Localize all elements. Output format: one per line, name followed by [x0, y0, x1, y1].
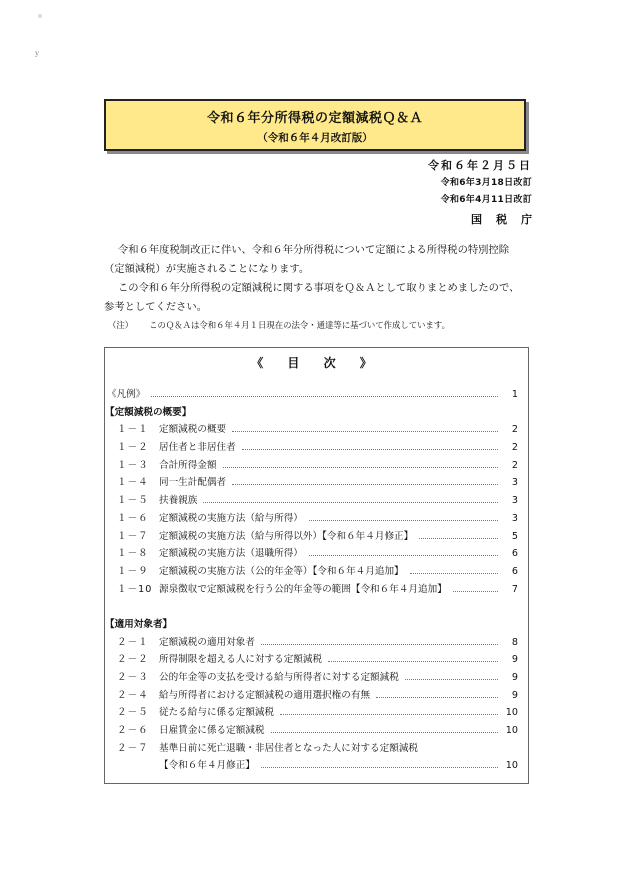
dot-leader	[271, 722, 498, 733]
toc-entry-title: 給与所得者における定額減税の適用選択権の有無	[159, 689, 371, 701]
toc-entry-title: 定額減税の実施方法（退職所得）	[159, 548, 303, 560]
toc-entry-page: 9	[511, 654, 518, 666]
toc-list	[105, 386, 528, 775]
toc-entry-title: 所得制限を超える人に対する定額減税	[159, 654, 323, 666]
toc-entry-page: 2	[511, 424, 518, 436]
document-subtitle: （令和６年４月改訂版）	[257, 132, 373, 144]
dot-leader	[419, 528, 498, 539]
toc-title: 《 目 次 》	[251, 356, 382, 370]
toc-entry-page: 10	[505, 725, 518, 737]
toc-entry-title: 従たる給与に係る定額減税	[159, 707, 275, 719]
toc-entry-page: 6	[511, 565, 518, 577]
dot-leader	[309, 510, 498, 521]
toc-entry[interactable]	[105, 634, 528, 652]
intro-line: この令和６年分所得税の定額減税に関する事項をＱ＆Ａとして取りまとめましたので、	[118, 282, 520, 294]
revision-date: 令和6年4月11日改訂	[440, 195, 532, 205]
toc-entry-title: 《凡例》	[107, 389, 146, 400]
toc-entry[interactable]	[105, 581, 528, 599]
dot-leader	[376, 687, 498, 698]
date-block	[428, 157, 546, 227]
intro-line: 令和６年度税制改正に伴い、令和６年分所得税について定額による所得税の特別控除	[118, 244, 510, 256]
toc-entry-legend[interactable]	[105, 386, 528, 404]
toc-entry-page: 8	[511, 636, 518, 648]
toc-entry-page: 3	[511, 495, 518, 507]
toc-entry-page: 1	[511, 389, 518, 400]
toc-entry[interactable]	[105, 474, 528, 492]
dot-leader	[328, 651, 498, 662]
toc-entry-number: ２－５	[117, 707, 149, 719]
toc-entry-title: 定額減税の概要	[159, 424, 227, 436]
toc-entry-title: 同一生計配偶者	[159, 477, 227, 489]
agency-name: 国税庁	[471, 213, 546, 226]
toc-entry-number: ２－１	[117, 636, 149, 648]
toc-entry-title: 公的年金等の支払を受ける給与所得者に対する定額減税	[159, 672, 399, 683]
issue-date: 令和６年２月５日	[428, 159, 532, 172]
toc-entry-title: 合計所得金額	[159, 459, 217, 471]
dot-leader	[151, 386, 498, 397]
toc-entry-number: ２－６	[117, 725, 149, 737]
scan-artifact: ｙ	[34, 50, 41, 57]
toc-entry-number: １－５	[117, 495, 149, 507]
toc-entry-page: 2	[511, 442, 518, 454]
toc-entry-title-continuation: 【令和６年４月修正】	[159, 760, 255, 772]
toc-entry-title: 扶養親族	[159, 495, 198, 507]
section-gap	[105, 598, 528, 616]
toc-entry[interactable]	[105, 669, 528, 687]
toc-entry[interactable]	[105, 492, 528, 510]
toc-entry[interactable]	[105, 651, 528, 669]
toc-entry-page: 9	[511, 672, 518, 683]
toc-entry-page: 7	[511, 583, 518, 595]
toc-entry-number: １－１	[117, 424, 149, 436]
dot-leader	[242, 439, 498, 450]
toc-entry-page: 10	[505, 707, 518, 719]
toc-section-heading: 【適用対象者】	[105, 618, 173, 630]
toc-entry-continuation[interactable]	[105, 757, 528, 775]
toc-entry-number: １－３	[117, 459, 149, 471]
toc-entry-number: １－９	[117, 565, 149, 577]
note-text: このＱ＆Ａは令和６年４月１日現在の法令・通達等に基づいて作成しています。	[149, 320, 450, 330]
toc-entry-page: 2	[511, 459, 518, 471]
toc-entry-number: １－４	[117, 477, 149, 489]
toc-entry-number: １－10	[117, 583, 153, 595]
toc-entry-number: ２－２	[117, 654, 149, 666]
toc-entry-page: 5	[511, 530, 518, 542]
toc-entry-number: １－７	[117, 530, 149, 542]
intro-line: （定額減税）が実施されることになります。	[104, 263, 310, 275]
toc-entry[interactable]	[105, 510, 528, 528]
toc-entry-page: 3	[511, 512, 518, 524]
document-title: 令和６年分所得税の定額減税Ｑ＆Ａ	[206, 111, 423, 126]
toc-entry[interactable]	[105, 545, 528, 563]
dot-leader	[232, 421, 498, 432]
revision-date: 令和6年3月18日改訂	[440, 178, 532, 188]
dot-leader	[405, 669, 498, 680]
indent-spacer	[105, 757, 159, 775]
toc-entry-page: 10	[505, 760, 518, 772]
toc-entry-title: 日雇賃金に係る定額減税	[159, 725, 265, 737]
toc-entry-number: ２－７	[117, 742, 149, 754]
toc-entry[interactable]	[105, 439, 528, 457]
intro-line: 参考としてください。	[104, 301, 207, 313]
table-of-contents	[104, 347, 529, 784]
note	[108, 318, 538, 332]
toc-entry-title: 居住者と非居住者	[159, 442, 236, 454]
toc-entry-page: 6	[511, 548, 518, 560]
dot-leader	[261, 634, 498, 645]
dot-leader	[232, 474, 498, 485]
toc-entry-number: １－２	[117, 442, 149, 454]
toc-entry-title: 定額減税の実施方法（公的年金等）【令和６年４月追加】	[159, 565, 404, 577]
toc-entry-title: 定額減税の実施方法（給与所得以外）【令和６年４月修正】	[159, 530, 414, 542]
toc-entry-number: １－８	[117, 548, 149, 560]
dot-leader	[261, 757, 498, 768]
dot-leader	[203, 492, 498, 503]
toc-entry[interactable]	[105, 457, 528, 475]
toc-section-heading: 【定額減税の概要】	[105, 406, 192, 418]
toc-entry-title: 源泉徴収で定額減税を行う公的年金等の範囲【令和６年４月追加】	[159, 583, 447, 595]
title-box	[104, 99, 526, 151]
toc-entry-number: ２－４	[117, 689, 149, 701]
toc-entry-title: 基準日前に死亡退職・非居住者となった人に対する定額減税	[159, 742, 419, 754]
toc-entry-number: ２－３	[117, 672, 149, 683]
dot-leader	[223, 457, 498, 468]
scan-artifact	[38, 14, 42, 18]
toc-entry-page: 3	[511, 477, 518, 489]
dot-leader	[280, 704, 498, 715]
toc-entry[interactable]	[105, 704, 528, 722]
toc-entry[interactable]	[105, 563, 528, 581]
dot-leader	[309, 545, 498, 556]
toc-entry[interactable]	[105, 722, 528, 740]
toc-entry-title: 定額減税の実施方法（給与所得）	[159, 512, 303, 524]
note-label: （注）	[108, 320, 134, 330]
dot-leader	[453, 581, 498, 592]
toc-entry[interactable]	[105, 740, 528, 758]
dot-leader	[410, 563, 498, 574]
toc-entry-page: 9	[511, 689, 518, 701]
toc-entry-title: 定額減税の適用対象者	[159, 636, 255, 648]
toc-entry-number: １－６	[117, 512, 149, 524]
toc-entry[interactable]	[105, 421, 528, 439]
toc-entry[interactable]	[105, 528, 528, 546]
intro-text	[104, 241, 538, 332]
toc-entry[interactable]	[105, 687, 528, 705]
